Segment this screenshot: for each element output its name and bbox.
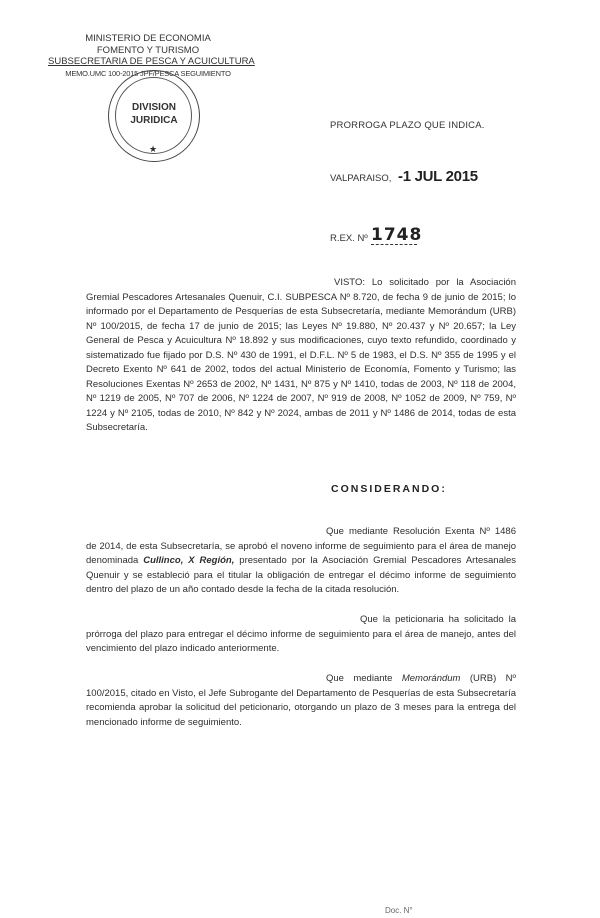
footer-mark: Doc. N° xyxy=(385,906,413,915)
subsecretaria-line: SUBSECRETARIA DE PESCA Y ACUICULTURA xyxy=(48,56,255,67)
considerando-paragraph-3 xyxy=(86,672,516,730)
stamp-star-icon: ★ xyxy=(149,144,158,154)
division-juridica-stamp xyxy=(108,70,200,162)
considerando-heading: CONSIDERANDO: xyxy=(331,483,447,495)
considerando-paragraph-1 xyxy=(86,525,516,598)
stamp-line-1: DIVISION xyxy=(132,102,176,113)
visto-paragraph xyxy=(86,276,516,436)
resolution-number: 1748 xyxy=(371,225,423,245)
ministry-line: MINISTERIO DE ECONOMIA xyxy=(85,33,211,44)
resolution-underline xyxy=(371,244,417,245)
memo-reference: MEMO.UMC 100-2015 JPF/PESCA SEGUIMIENTO xyxy=(65,68,231,78)
stamp-line-2: JURIDICA xyxy=(130,115,178,126)
ministry-line-2: FOMENTO Y TURISMO xyxy=(96,44,200,56)
p2-text: Que la peticionaria ha solicitado la prórroga del plazo para entregar el décimo informe de seguimiento para el área de manejo, antes del vencimiento del plazo indicado anteriormente. xyxy=(86,614,516,654)
considerando-paragraph-2 xyxy=(86,613,516,657)
p1-text-a: Que mediante Resolución Exenta Nº 1486 de 2014, de esta Subsecretaría, se aprobó el noveno informe de seguimiento para el área de manejo denominada xyxy=(86,526,516,566)
p1-text-b: presentado por la Asociación Gremial Pescadores Artesanales Quenuir y se estableció para el titular la obligación de entregar el décimo informe de seguimiento dentro del plazo de un año contado desde la fecha de la citada resolución. xyxy=(86,555,516,595)
date-stamp: -1 JUL 2015 xyxy=(398,168,478,185)
place-label: VALPARAISO, xyxy=(330,173,392,184)
p3-memo: Memorándum xyxy=(401,673,461,684)
p1-area-name: Cullinco, X Región, xyxy=(143,555,235,566)
resolution-label: R.EX. Nº xyxy=(330,233,368,244)
visto-text: Lo solicitado por la Asociación Gremial Pescadores Artesanales Quenuir, C.I. SUBPESCA Nº 8.720, de fecha 9 de junio de 2015; lo informado por el Departamento de Pesquerías de esta Subsecretaría, mediante Memorándum (URB) Nº 100/2015, de fecha 17 de junio de 2015; las Leyes Nº 19.880, Nº 20.437 y Nº 20.657; la Ley General de Pesca y Acuicultura Nº 18.892 y sus modificaciones, cuyo texto refundido, coordinado y sistematizado fue fijado por D.S. Nº 430 de 1991, el D.F.L. Nº 5 de 1983, el D.S. Nº 355 de 1995 y el Decreto Exento Nº 641 de 2002, todos del actual Ministerio de Economía, Fomento y Turismo; las Resoluciones Exentas Nº 2653 de 2002, Nº 1431, Nº 875 y Nº 1410, todas de 2003, Nº 118 de 2004, Nº 1219 de 2005, Nº 707 de 2006, Nº 1224 de 2007, Nº 919 de 2008, Nº 1052 de 2009, Nº 759, Nº 1224 y Nº 2105, todas de 2010, Nº 842 y Nº 2024, ambas de 2011 y Nº 1486 de 2014, todas de esta Subsecretaría. xyxy=(86,277,516,433)
document-title: PRORROGA PLAZO QUE INDICA. xyxy=(330,120,485,131)
p3-text-b: (URB) Nº 100/2015, citado en Visto, el Jefe Subrogante del Departamento de Pesquerías de esta Subsecretaría recomienda aprobar la solicitud del peticionario, otorgando un plazo de 3 meses para la entrega del mencionado informe de seguimiento. xyxy=(86,673,516,728)
p3-text-a: Que mediante xyxy=(326,673,402,684)
visto-label: VISTO: xyxy=(334,277,365,288)
